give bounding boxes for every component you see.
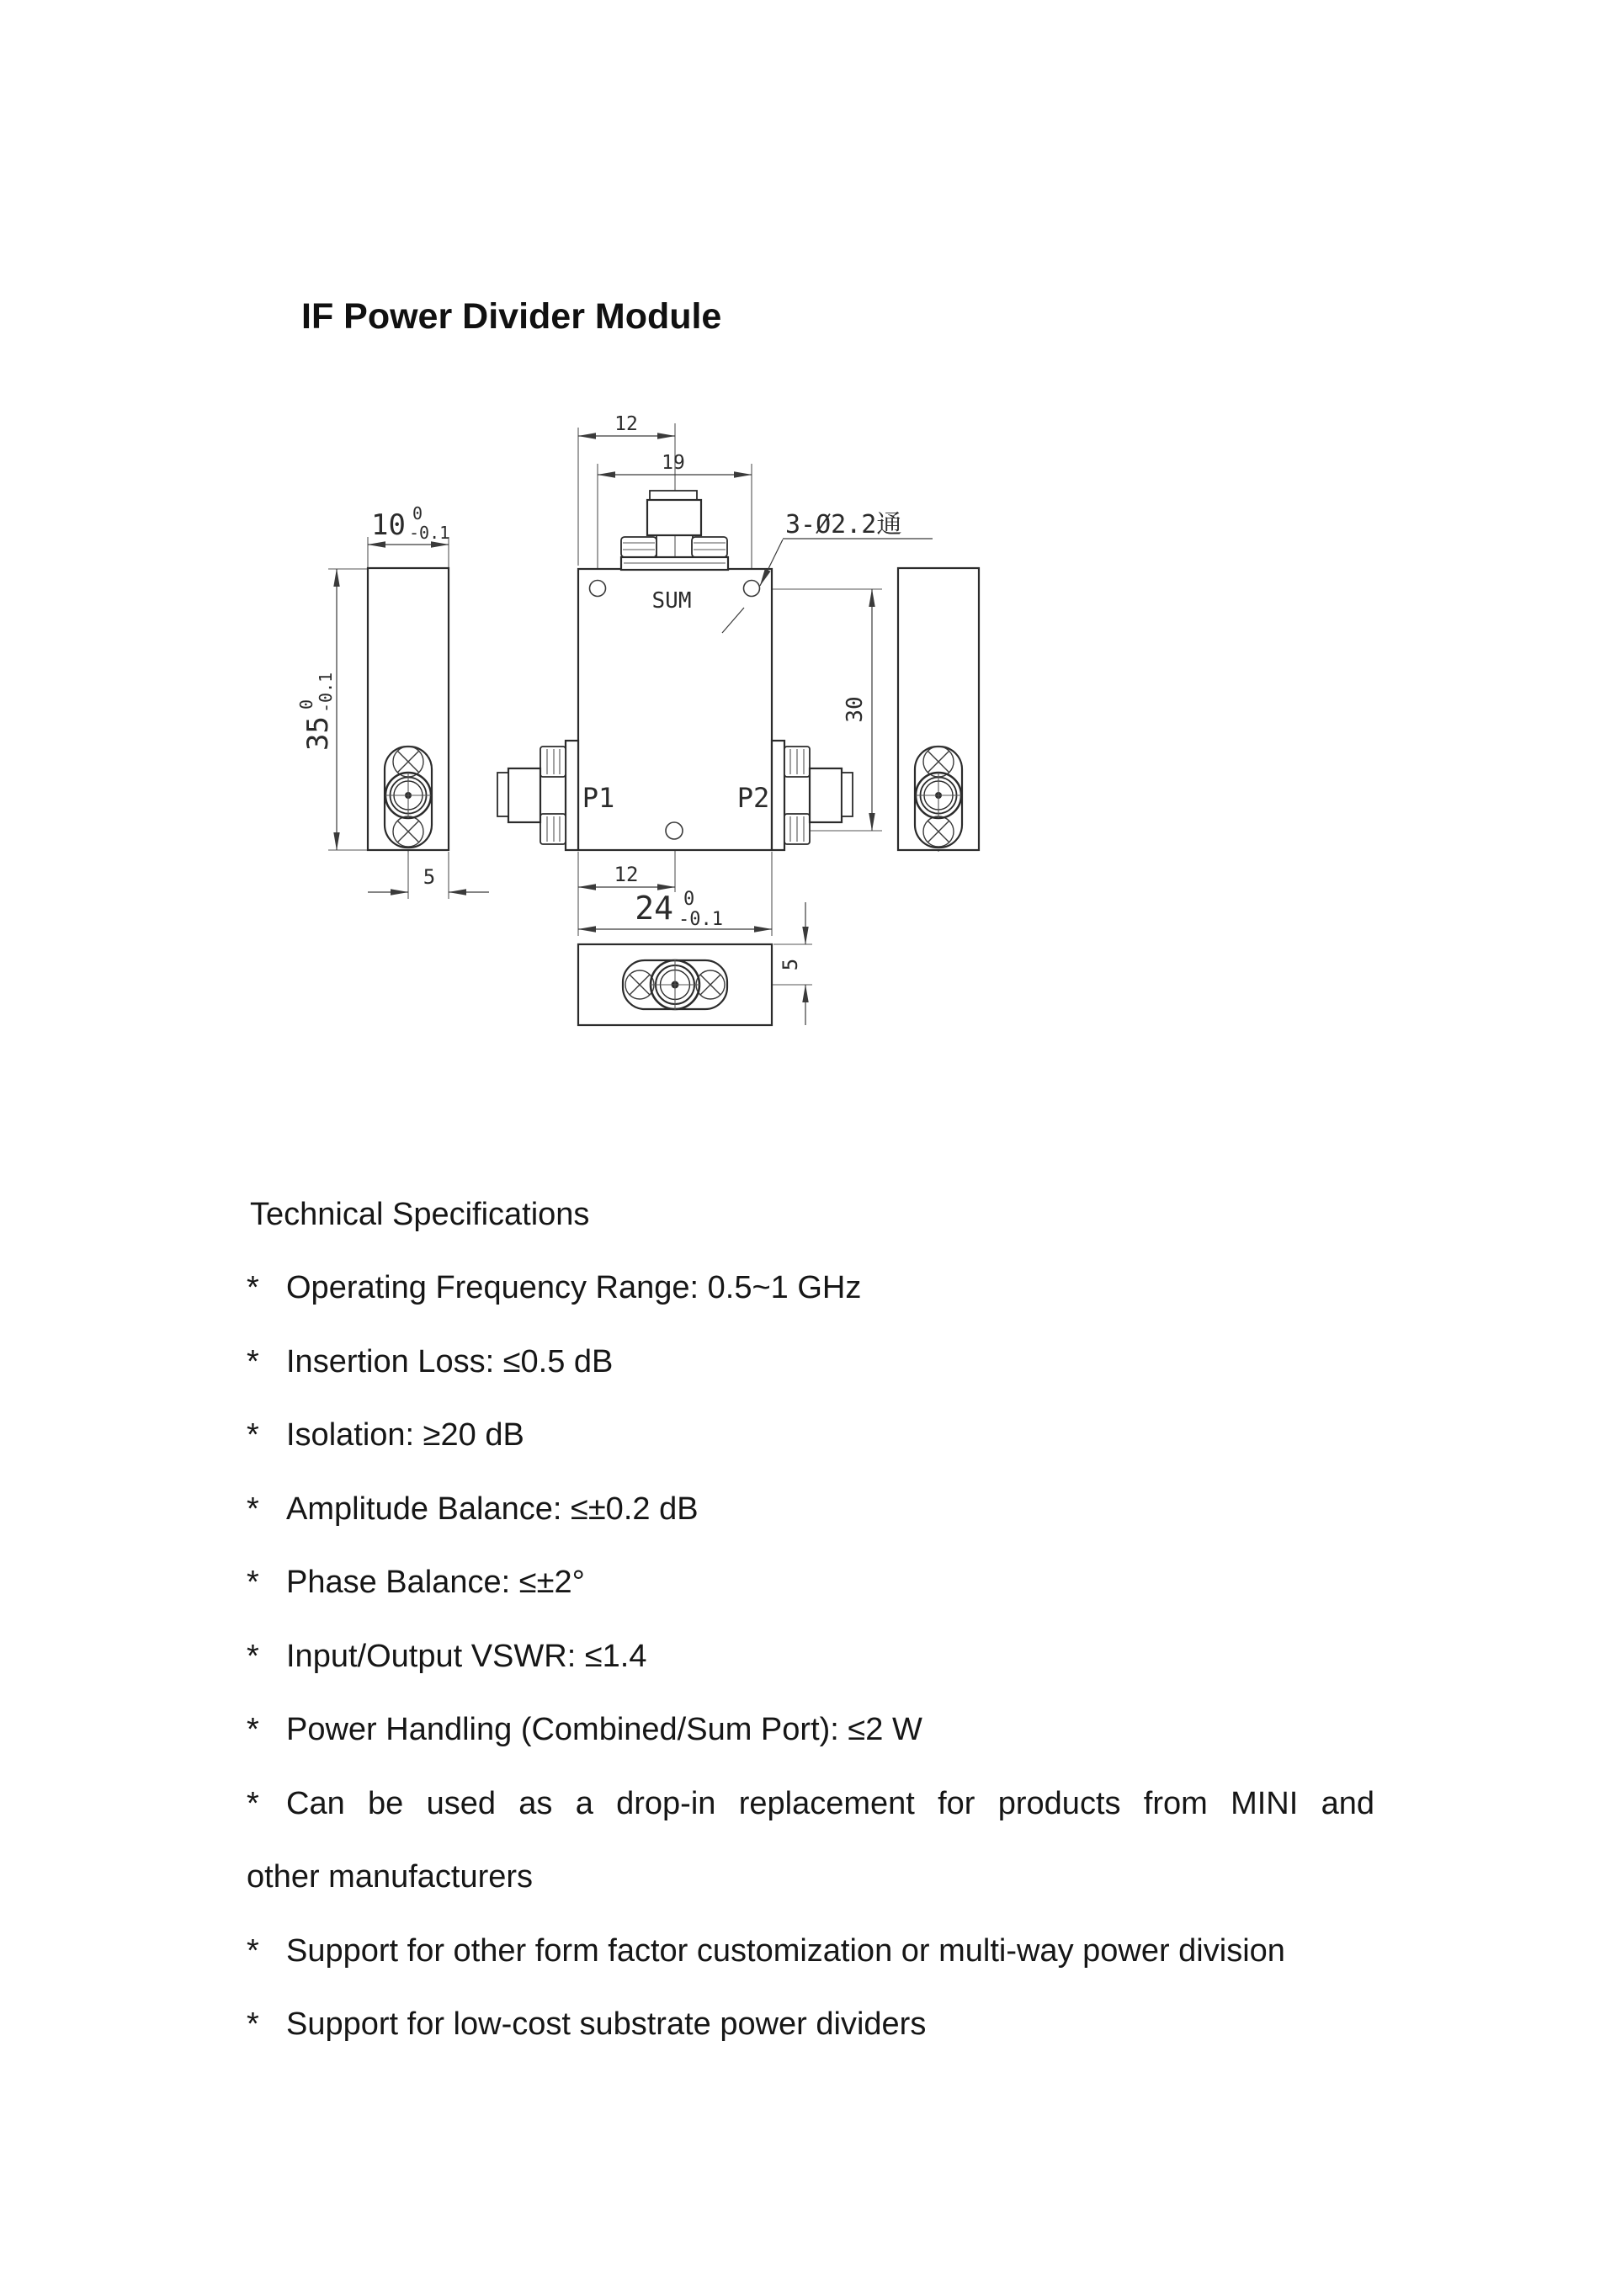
spec-item bbox=[247, 1841, 1374, 1915]
power-divider-drawing bbox=[295, 379, 1052, 1094]
spec-bullet: * bbox=[247, 1932, 259, 1969]
dim-height-sub: -0.1 bbox=[316, 672, 336, 713]
spec-item bbox=[247, 1620, 1374, 1694]
spec-text: Can be used as a drop-in replacement for products from MINI and bbox=[286, 1785, 1374, 1821]
dim-side-width: 10 bbox=[371, 508, 406, 542]
spec-text: other manufacturers bbox=[247, 1859, 534, 1895]
dim-side-width-sup: 0 bbox=[412, 503, 423, 524]
spec-bullet: * bbox=[247, 1712, 259, 1748]
spec-text: Isolation: ≥20 dB bbox=[286, 1417, 524, 1454]
dim-top-offset: 12 bbox=[614, 413, 638, 435]
holes-note-label: 3-Ø2.2通 bbox=[785, 510, 902, 539]
spec-text: Operating Frequency Range: 0.5~1 GHz bbox=[286, 1270, 862, 1306]
specs-list bbox=[247, 1252, 1374, 2062]
p2-connector bbox=[772, 741, 853, 850]
spec-bullet: * bbox=[247, 1491, 259, 1527]
spec-bullet: * bbox=[247, 2006, 259, 2043]
spec-item bbox=[247, 1473, 1374, 1547]
spec-bullet: * bbox=[247, 1565, 259, 1601]
dim-bottom-edge: 5 bbox=[779, 958, 802, 971]
spec-text: Insertion Loss: ≤0.5 dB bbox=[286, 1343, 614, 1379]
spec-text: Input/Output VSWR: ≤1.4 bbox=[286, 1638, 647, 1674]
spec-text: Phase Balance: ≤±2° bbox=[286, 1565, 585, 1601]
spec-item bbox=[247, 1767, 1374, 1842]
spec-item bbox=[247, 1988, 1374, 2062]
specs-heading: Technical Specifications bbox=[250, 1197, 590, 1232]
sum-port-label: SUM bbox=[651, 588, 692, 614]
dim-height-sup: 0 bbox=[296, 699, 316, 710]
dim-side-width-sub: -0.1 bbox=[409, 523, 450, 543]
dim-height: 35 bbox=[301, 716, 335, 751]
spec-bullet: * bbox=[247, 1785, 259, 1821]
spec-bullet: * bbox=[247, 1417, 259, 1454]
spec-text: Support for other form factor customization or multi-way power division bbox=[286, 1932, 1285, 1969]
spec-item bbox=[247, 1915, 1374, 1989]
dim-body-width-sub: -0.1 bbox=[678, 909, 723, 930]
spec-item bbox=[247, 1693, 1374, 1767]
spec-item bbox=[247, 1546, 1374, 1620]
spec-item bbox=[247, 1326, 1374, 1400]
spec-text: Support for low-cost substrate power dividers bbox=[286, 2006, 927, 2043]
right-side-view bbox=[898, 568, 979, 850]
dim-conn-edge: 5 bbox=[423, 865, 436, 889]
dim-body-width-sup: 0 bbox=[683, 889, 695, 910]
dim-bottom-offset: 12 bbox=[614, 863, 639, 886]
dim-vertical-span: 30 bbox=[843, 696, 868, 723]
spec-bullet: * bbox=[247, 1343, 259, 1379]
dim-top-span: 19 bbox=[662, 452, 685, 474]
port1-label: P1 bbox=[582, 782, 615, 814]
left-side-view bbox=[368, 568, 449, 850]
sum-connector bbox=[621, 491, 728, 570]
dim-body-width: 24 bbox=[635, 890, 673, 927]
engineering-drawing bbox=[295, 379, 1052, 1094]
spec-bullet: * bbox=[247, 1638, 259, 1674]
port2-label: P2 bbox=[736, 782, 770, 814]
p1-connector bbox=[497, 741, 578, 850]
spec-text: Amplitude Balance: ≤±0.2 dB bbox=[286, 1491, 699, 1527]
spec-bullet: * bbox=[247, 1270, 259, 1306]
spec-item bbox=[247, 1399, 1374, 1473]
spec-text: Power Handling (Combined/Sum Port): ≤2 W bbox=[286, 1712, 922, 1748]
technical-specifications bbox=[247, 1178, 1374, 2062]
bottom-view bbox=[578, 944, 772, 1025]
spec-item bbox=[247, 1252, 1374, 1326]
page-title: IF Power Divider Module bbox=[301, 296, 722, 337]
